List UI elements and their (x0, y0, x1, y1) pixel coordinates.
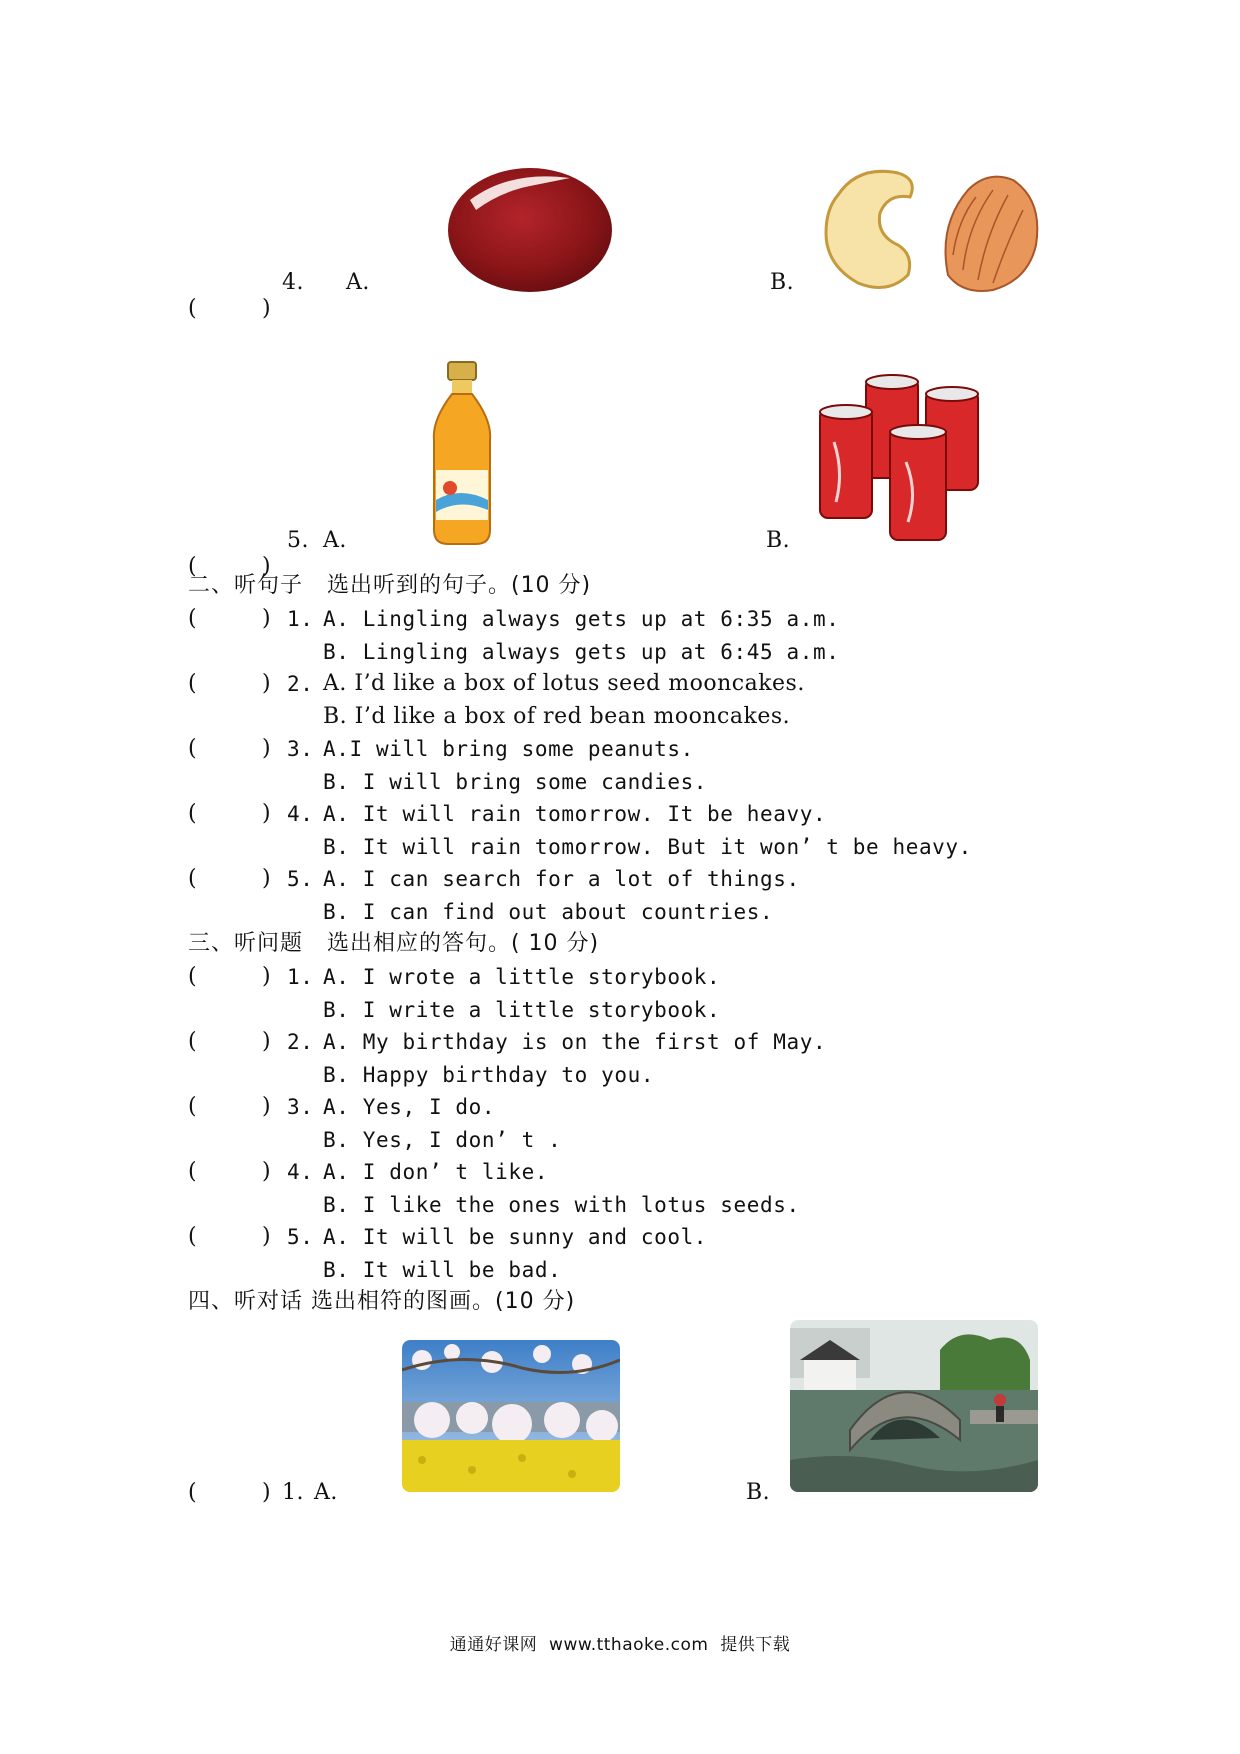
section-4-heading: 四、听对话 选出相符的图画。(10 分) (188, 1289, 576, 1314)
section-2-heading: 二、听句子 选出听到的句子。(10 分) (188, 573, 592, 598)
close-paren: ) (262, 296, 272, 321)
open-paren: ( (188, 736, 198, 761)
open-paren: ( (188, 296, 198, 321)
open-paren: ( (188, 964, 198, 989)
option-b-text: B. I write a little storybook. (323, 998, 721, 1022)
close-paren: ) (262, 554, 272, 579)
option-b-label: B. (746, 1480, 771, 1505)
cola-cans-icon (814, 372, 984, 544)
option-b-text: B. Lingling always gets up at 6:45 a.m. (323, 640, 840, 664)
question-number: 3. (287, 1095, 314, 1119)
stone-bridge-photo (790, 1320, 1038, 1492)
juice-bottle-icon (424, 360, 500, 548)
close-paren: ) (262, 1159, 272, 1184)
open-paren: ( (188, 801, 198, 826)
option-b-label: B. (766, 528, 791, 553)
section-3-heading: 三、听问题 选出相应的答句。( 10 分) (188, 931, 600, 956)
question-number: 4. (282, 270, 304, 295)
question-number: 1. (287, 965, 314, 989)
option-a-label: A. (346, 270, 370, 295)
option-b-text: B. It will be bad. (323, 1258, 562, 1282)
option-a-text: A. It will be sunny and cool. (323, 1225, 708, 1249)
close-paren: ) (262, 671, 272, 696)
option-a-text: A. I wrote a little storybook. (323, 965, 721, 989)
option-b-label: B. (770, 270, 795, 295)
question-number: 2. (287, 1030, 314, 1054)
question-number: 3. (287, 737, 314, 761)
option-a-label: A. (314, 1480, 338, 1505)
open-paren: ( (188, 671, 198, 696)
open-paren: ( (188, 866, 198, 891)
option-b-text: B. Yes, I don’ t . (323, 1128, 562, 1152)
option-b-text: B. Happy birthday to you. (323, 1063, 655, 1087)
option-a-text: A. It will rain tomorrow. It be heavy. (323, 802, 827, 826)
close-paren: ) (262, 1094, 272, 1119)
close-paren: ) (262, 1224, 272, 1249)
open-paren: ( (188, 1224, 198, 1249)
option-a-text: A. I’d like a box of lotus seed mooncakes. (323, 671, 805, 696)
option-b-text: B. I can find out about countries. (323, 900, 774, 924)
open-paren: ( (188, 554, 198, 579)
cashew-almond-icon (818, 165, 1048, 295)
close-paren: ) (262, 1480, 272, 1505)
footer-source: 通通好课网 www.tthaoke.com 提供下载 (449, 1635, 791, 1655)
question-number: 5. (287, 867, 314, 891)
close-paren: ) (262, 801, 272, 826)
option-b-text: B. I like the ones with lotus seeds. (323, 1193, 800, 1217)
close-paren: ) (262, 964, 272, 989)
option-a-text: A.I will bring some peanuts. (323, 737, 694, 761)
answer-blank[interactable] (188, 270, 272, 322)
option-b-text: B. It will rain tomorrow. But it won’ t be heavy. (323, 835, 972, 859)
option-b-text: B. I will bring some candies. (323, 770, 708, 794)
question-number: 1. (287, 607, 314, 631)
option-a-label: A. (323, 528, 347, 553)
option-a-text: A. Lingling always gets up at 6:35 a.m. (323, 607, 840, 631)
open-paren: ( (188, 1480, 198, 1505)
question-number: 5. (287, 1225, 314, 1249)
option-a-text: A. I don’ t like. (323, 1160, 549, 1184)
close-paren: ) (262, 1029, 272, 1054)
question-number: 4. (287, 1160, 314, 1184)
open-paren: ( (188, 1159, 198, 1184)
close-paren: ) (262, 736, 272, 761)
question-number: 1. (282, 1480, 304, 1505)
red-bean-icon (440, 160, 620, 296)
open-paren: ( (188, 1029, 198, 1054)
close-paren: ) (262, 866, 272, 891)
blossom-field-photo (402, 1340, 620, 1492)
option-b-text: B. I’d like a box of red bean mooncakes. (323, 704, 791, 729)
option-a-text: A. Yes, I do. (323, 1095, 496, 1119)
option-a-text: A. My birthday is on the first of May. (323, 1030, 827, 1054)
open-paren: ( (188, 606, 198, 631)
option-a-text: A. I can search for a lot of things. (323, 867, 800, 891)
question-number: 5. (287, 528, 309, 553)
question-number: 4. (287, 802, 314, 826)
close-paren: ) (262, 606, 272, 631)
question-number: 2. (287, 672, 314, 696)
open-paren: ( (188, 1094, 198, 1119)
